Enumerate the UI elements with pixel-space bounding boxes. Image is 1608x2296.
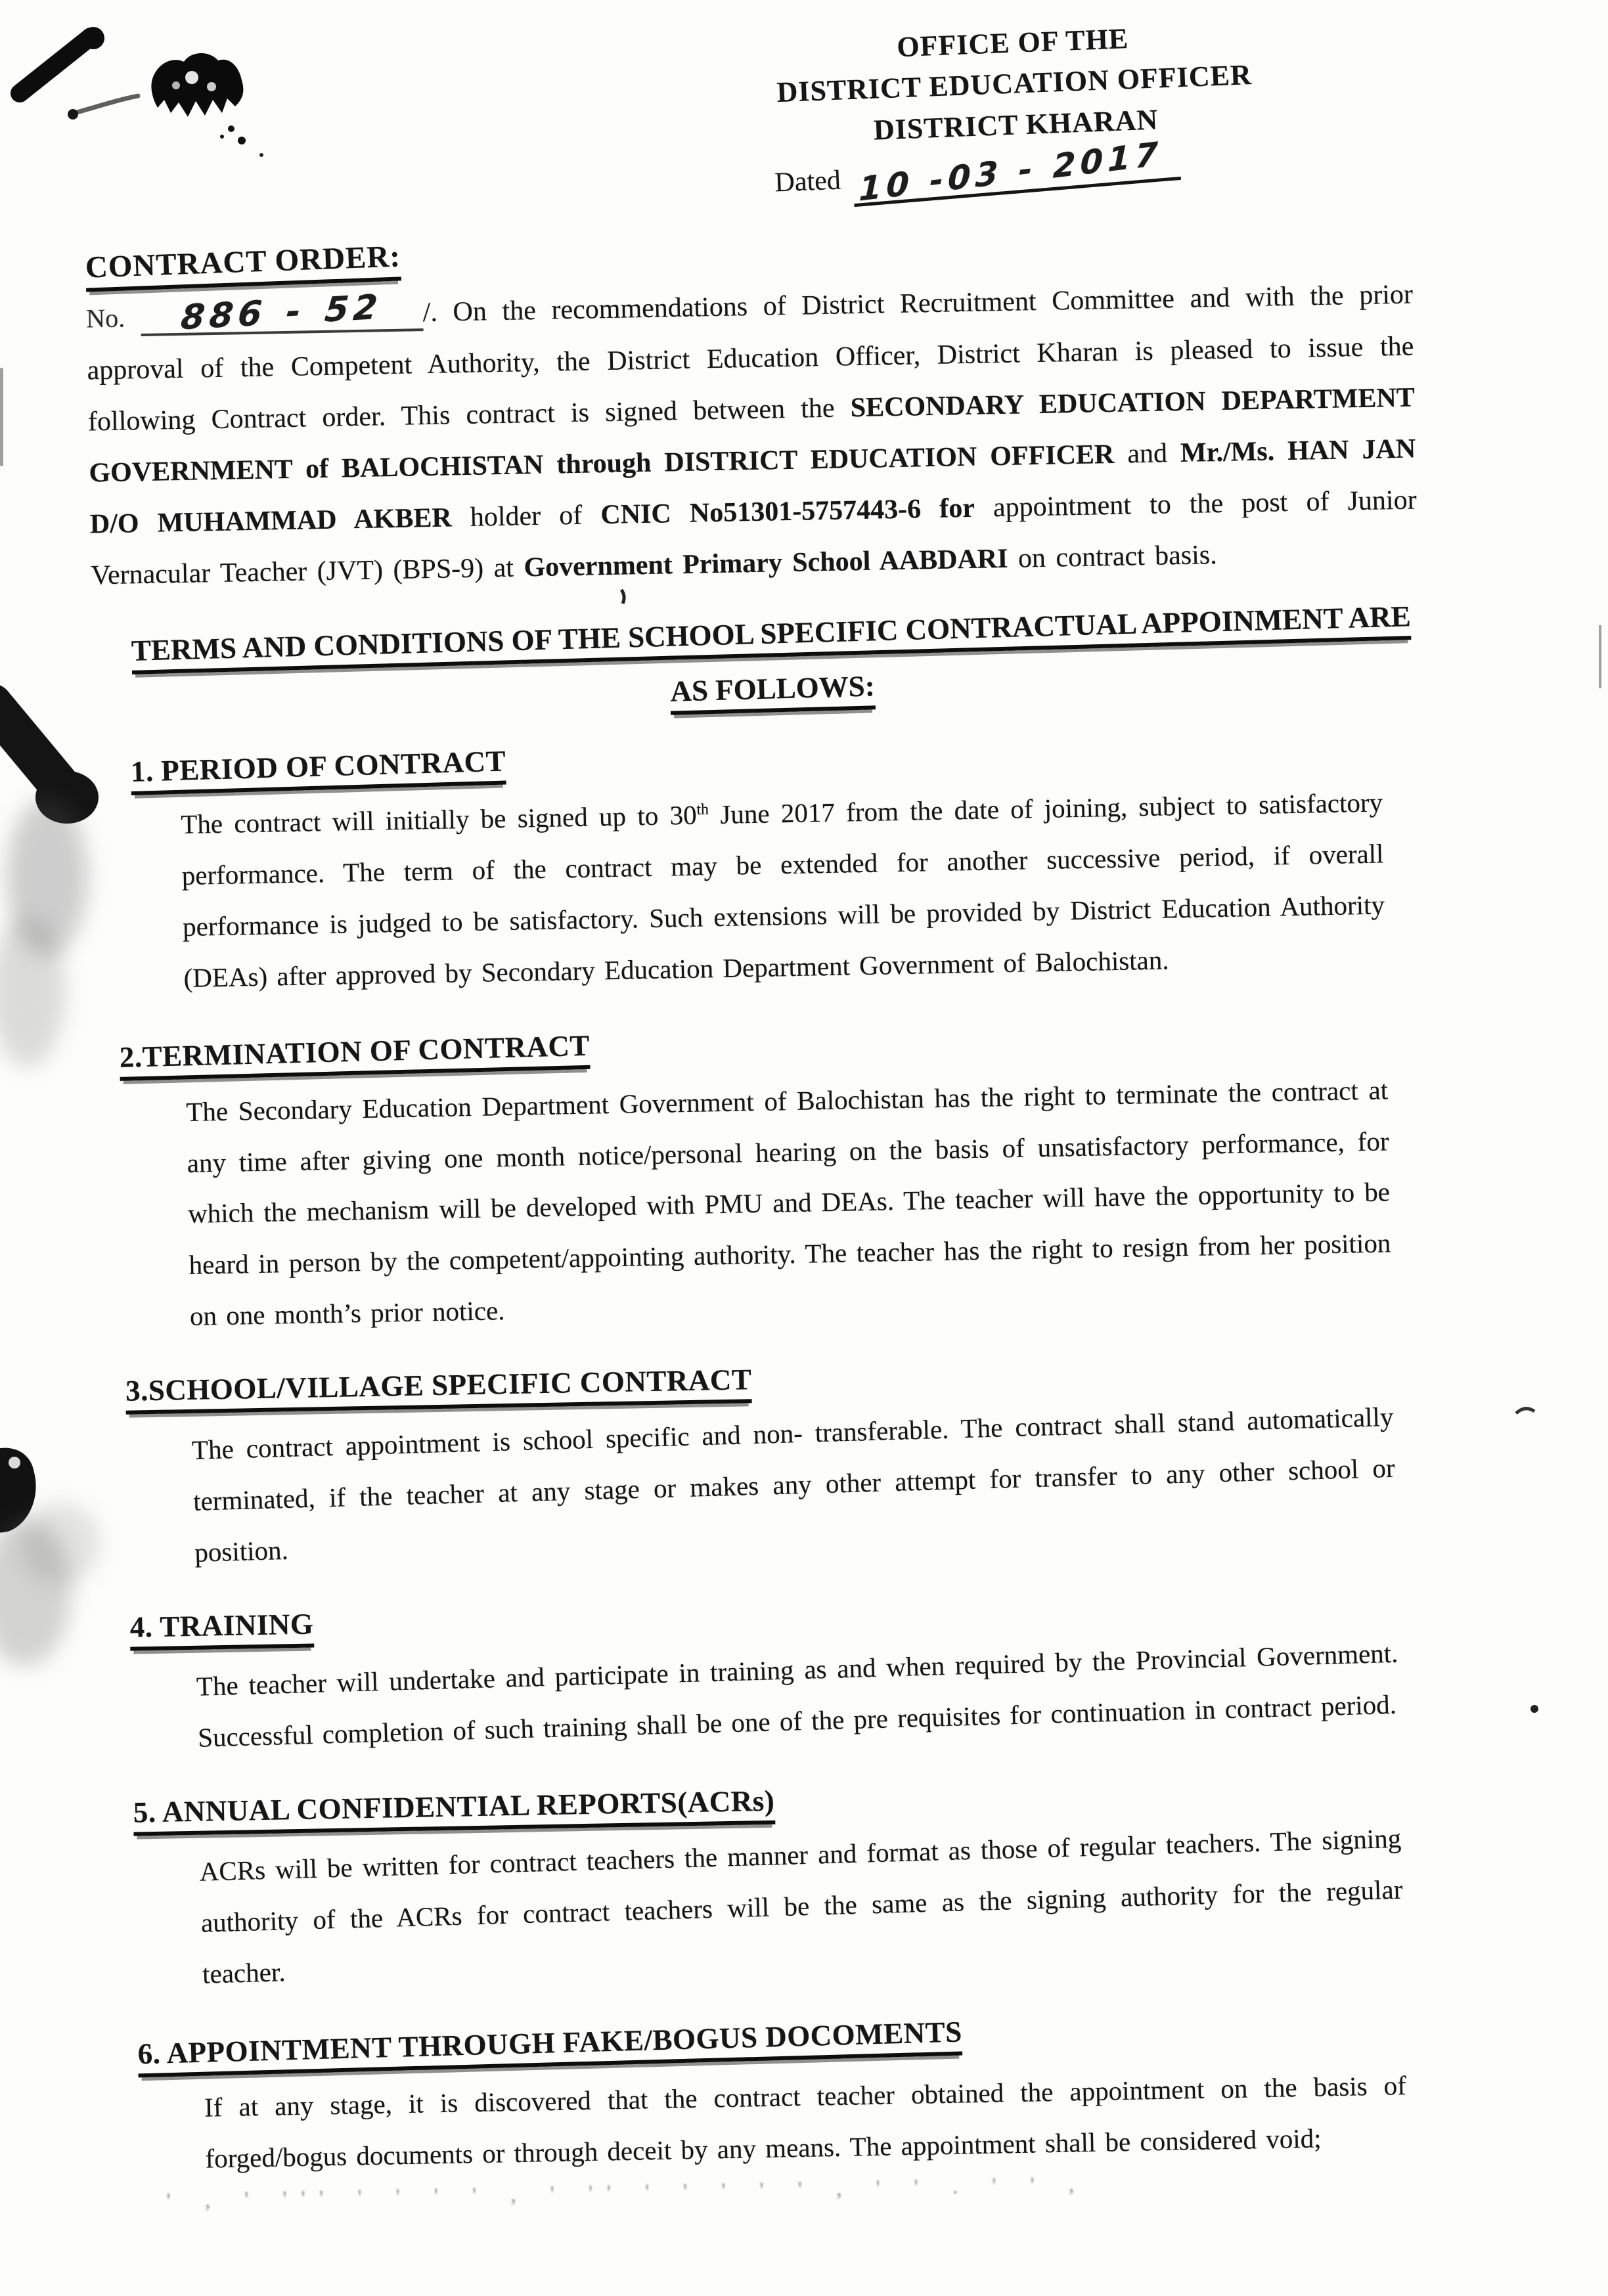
terms-heading-line1: TERMS AND CONDITIONS OF THE SCHOOL SPECIFIC CONTRACTUAL APPOINMENT ARE: [131, 600, 1411, 674]
section-title: 6. APPOINTMENT THROUGH FAKE/BOGUS DOCOMENTS: [137, 2016, 963, 2078]
terms-heading: [91, 598, 1452, 724]
section-title: 3.SCHOOL/VILLAGE SPECIFIC CONTRACT: [125, 1363, 752, 1414]
terms-heading-line2: AS FOLLOWS:: [670, 669, 876, 715]
order-no-underline: [140, 288, 423, 338]
order-no-value-handwritten: 886 - 52: [179, 288, 384, 338]
text-segment: The contract appointment is school specific and non- transferable. The contract shall stand automatically terminated, if the teacher at any stage or makes any other attempt for transfer to any other school or position.: [191, 1401, 1396, 1568]
dated-label: Dated: [774, 166, 841, 198]
section-1: [94, 724, 1457, 1005]
text-segment: If at any stage, it is discovered that the contract teacher obtained the appointment on the basis of forged/bogus documents or through deceit by any means. The appointment shall be considered void;: [204, 2070, 1407, 2174]
section-title: 4. TRAINING: [129, 1607, 314, 1650]
section-5: [113, 1771, 1475, 2002]
section-4: [110, 1585, 1471, 1765]
text-segment: CNIC No51301-5757443-6 for: [600, 493, 975, 531]
office-line-2: DISTRICT EDUCATION OFFICER: [776, 58, 1253, 109]
text-segment: June 2017 from the date of joining, subject to satisfactory performance. The term of the contract may be extended for another successive period, if overall performance is judged to be satisfactory. Such extensions will be provided by District Education Authority (DEAs) after approved by Secondary Education Department Government of Balochistan.: [181, 787, 1385, 993]
blot-highlight: [9, 1457, 20, 1468]
text-segment: ACRs will be written for contract teachers the manner and format as those of regular teachers. The signing authority of the ACRs for contract teachers will be the same as the signing authority for the regular teacher.: [199, 1822, 1403, 1989]
section-heading: [137, 2001, 1477, 2071]
section-title: 2.TERMINATION OF CONTRACT: [119, 1028, 591, 1080]
sections-container: [94, 724, 1479, 2215]
section-2: [99, 1011, 1463, 1344]
text-segment: holder of: [451, 500, 601, 533]
section-body: [181, 778, 1386, 1004]
text-segment: On the recommendations of District Recruitment Committee and with the prior approval of the Competent Authority, the District Education Officer, District Kharan is pleased to issue the following Contract order. This contract is signed between the: [87, 279, 1414, 437]
section-6: [118, 2006, 1479, 2215]
section-body: [204, 2060, 1408, 2184]
office-line-1: OFFICE OF THE: [896, 22, 1130, 64]
cutoff-text-remnant: ' , ' ''' ' ' ' ' , ' '' ' ' ' ' ' , ' ' . ' ' ,: [166, 2173, 1089, 2213]
contract-order-heading-text: CONTRACT ORDER:: [85, 240, 401, 292]
contract-intro-paragraph: [85, 269, 1418, 602]
text-segment: The teacher will undertake and participate in training as and when required by the Provincial Government. Successful completion of such training shall be one of the pre requisites for continuation in contract period.: [196, 1637, 1398, 1753]
text-segment: th: [696, 801, 709, 819]
text-segment: and: [1113, 437, 1181, 470]
text-segment: on contract basis.: [1008, 540, 1218, 574]
letterhead: [690, 11, 1340, 210]
text-segment: The contract will initially be signed up to 30: [180, 799, 698, 840]
section-body: [186, 1065, 1393, 1342]
text-segment: Government Primary School AABDARI: [524, 543, 1008, 583]
order-no-label: No.: [85, 303, 125, 334]
section-body: [191, 1392, 1397, 1579]
section-heading: [130, 717, 1453, 789]
dated-value-handwritten: 10 -03 - 2017: [859, 135, 1163, 210]
text-segment: The Secondary Education Department Government of Balochistan has the right to terminate the contract at any time after giving one month notice/personal hearing on the basis of unsatisfactory performance, for which the mechanism will be developed with PMU and DEAs. The teacher will have the opportunity to be heard in person by the competent/appointing authority. The teacher has the right to resign from her position on one month’s prior notice.: [185, 1074, 1391, 1332]
section-title: 5. ANNUAL CONFIDENTIAL REPORTS(ACRs): [133, 1784, 775, 1836]
office-line-3: DISTRICT KHARAN: [872, 103, 1159, 146]
text-segment: appointment to the post of Junior Vernacular Teacher (JVT) (BPS-9) at: [90, 485, 1418, 591]
section-title: 1. PERIOD OF CONTRACT: [130, 745, 506, 795]
text-segment: SECONDARY EDUCATION DEPARTMENT GOVERNMENT of BALOCHISTAN through DISTRICT EDUCATION OFFICER: [89, 382, 1416, 489]
section-heading: [119, 1006, 1458, 1074]
text-segment: Mr./Ms. HAN JAN D/O MUHAMMAD AKBER: [89, 433, 1416, 540]
section-3: [106, 1349, 1467, 1580]
section-body: [196, 1627, 1400, 1763]
section-body: [199, 1813, 1405, 2000]
order-no-suffix: /.: [422, 298, 438, 328]
